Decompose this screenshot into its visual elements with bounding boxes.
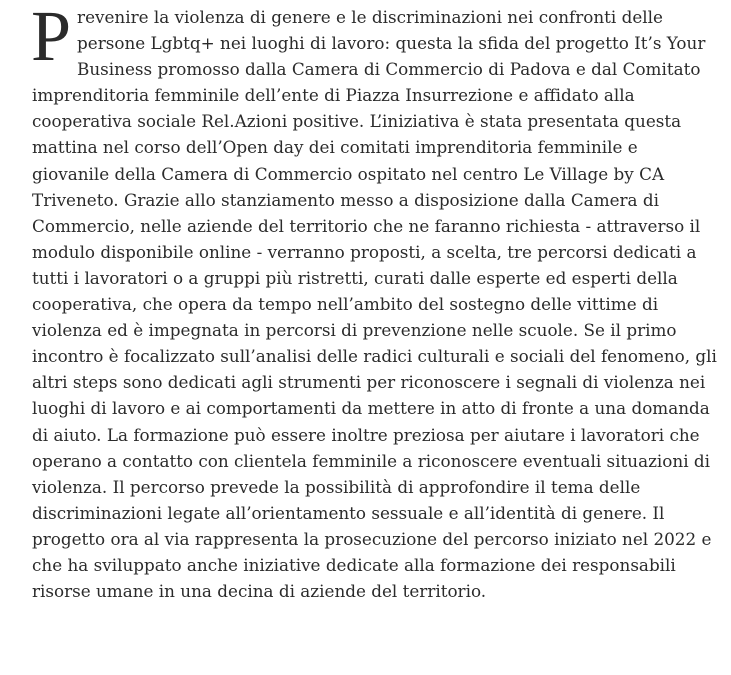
drop-cap-letter: P — [31, 0, 72, 76]
article-paragraph — [31, 0, 717, 604]
article-body-text: revenire la violenza di genere e le discriminazioni nei confronti delle persone Lgbtq+ nei luoghi di lavoro: questa la sfida del progetto It’s Your Business promosso dalla Camera di Commercio di Padova e dal Comitato imprenditoria femminile dell’ente di Piazza Insurrezione e affidato alla cooperativa sociale Rel.Azioni positive. L’iniziativa è stata presentata questa mattina nel corso dell’Open day dei comitati imprenditoria femminile e giovanile della Camera di Commercio ospitato nel centro Le Village by CA Triveneto. Grazie allo stanziamento messo a disposizione dalla Camera di Commercio, nelle aziende del territorio che ne faranno richiesta - attraverso il modulo disponibile online - verranno proposti, a scelta, tre percorsi dedicati a tutti i lavoratori o a gruppi più ristretti, curati dalle esperte ed esperti della cooperativa, che opera da tempo nell’ambito del sostegno delle vittime di violenza ed è impegnata in percorsi di prevenzione nelle scuole. Se il primo incontro è focalizzato sull’analisi delle radici culturali e sociali del fenomeno, gli altri steps sono dedicati agli strumenti per riconoscere i segnali di violenza nei luoghi di lavoro e ai comportamenti da mettere in atto di fronte a una domanda di aiuto. La formazione può essere inoltre preziosa per aiutare i lavoratori che operano a contatto con clientela femminile a riconoscere eventuali situazioni di violenza. Il percorso prevede la possibilità di approfondire il tema delle discriminazioni legate all’orientamento sessuale e all’identità di genere. Il progetto ora al via rappresenta la prosecuzione del percorso iniziato nel 2022 e che ha sviluppato anche iniziative dedicate alla formazione dei responsabili risorse umane in una decina di aziende del territorio. — [32, 7, 717, 602]
